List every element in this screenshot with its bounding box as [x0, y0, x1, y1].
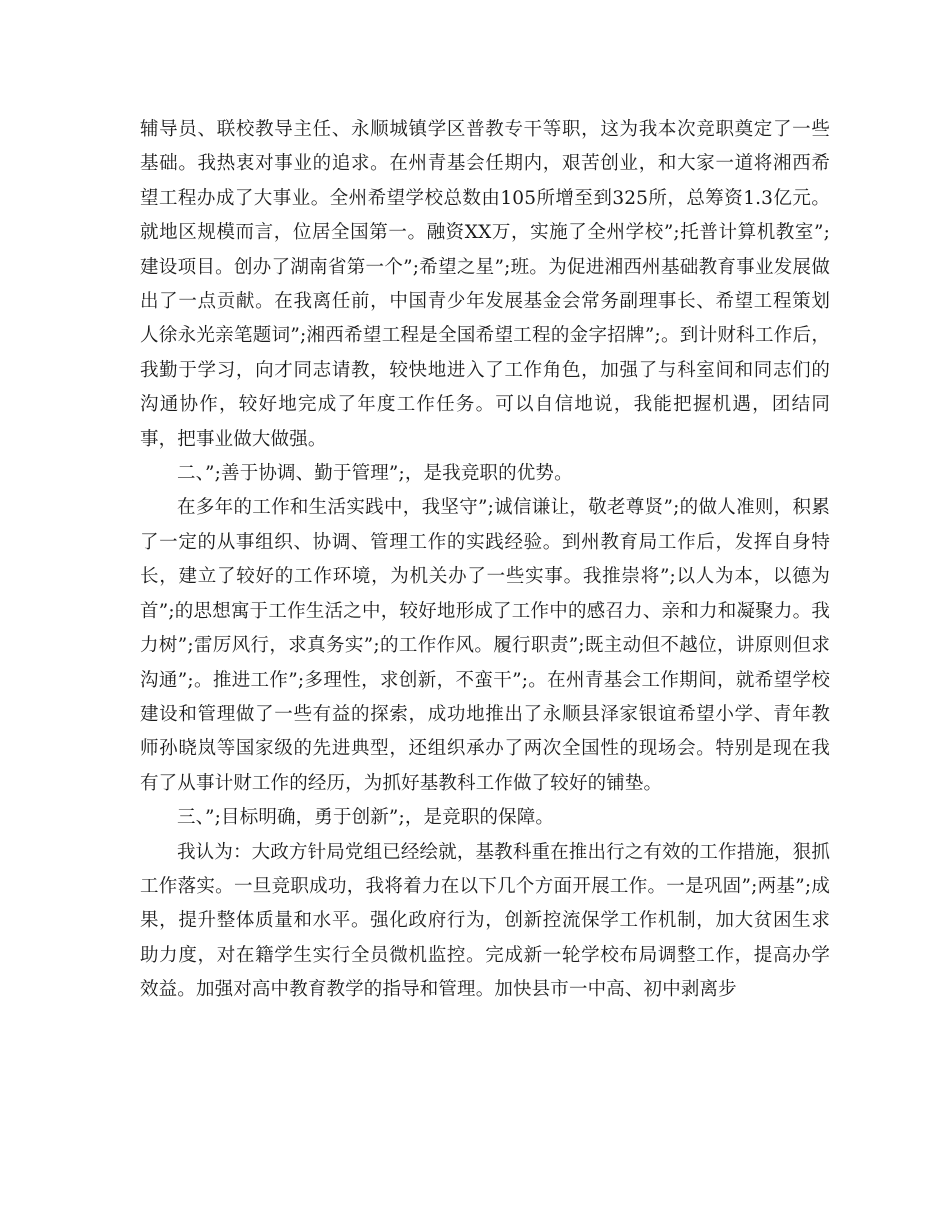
paragraph-section-3: 我认为：大政方针局党组已经绘就，基教科重在推出行之有效的工作措施，狠抓工作落实。一旦竞职成功，我将着力在以下几个方面开展工作。一是巩固”;两基”;成果，提升整体质量和水平。强化政府行为，创新控流保学工作机制，加大贫困生求助力度，对在籍学生实行全员微机监控。完成新一轮学校布局调整工作，提高办学效益。加强对高中教育教学的指导和管理。加快县市一中高、初中剥离步	[140, 841, 830, 1001]
section-heading-2: 二、”;善于协调、勤于管理”;，是我竞职的优势。	[177, 463, 573, 485]
paragraph-section-2: 在多年的工作和生活实践中，我坚守”;诚信谦让，敬老尊贤”;的做人准则，积累了一定的从事组织、协调、管理工作的实践经验。到州教育局工作后，发挥自身特长，建立了较好的工作环境，为机关办了一些实事。我推崇将”;以人为本，以德为首”;的思想寓于工作生活之中，较好地形成了工作中的感召力、亲和力和凝聚力。我力树”;雷厉风行，求真务实”;的工作作风。履行职责”;既主动但不越位，讲原则但求沟通”;。推进工作”;多理性，求创新，不蛮干”;。在州青基会工作期间，就希望学校建设和管理做了一些有益的探索，成功地推出了永顺县泽家银谊希望小学、青年教师孙晓岚等国家级的先进典型，还组织承办了两次全国性的现场会。特别是现在我有了从事计财工作的经历，为抓好基教科工作做了较好的铺垫。	[140, 497, 830, 794]
paragraph-intro-continued: 辅导员、联校教导主任、永顺城镇学区普教专干等职，这为我本次竞职奠定了一些基础。我热衷对事业的追求。在州青基会任期内，艰苦创业，和大家一道将湘西希望工程办成了大事业。全州希望学校总数由105所增至到325所，总筹资1.3亿元。就地区规模而言，位居全国第一。融资XX万，实施了全州学校”;托普计算机教室”;建设项目。创办了湖南省第一个”;希望之星”;班。为促进湘西州基础教育事业发展做出了一点贡献。在我离任前，中国青少年发展基金会常务副理事长、希望工程策划人徐永光亲笔题词”;湘西希望工程是全国希望工程的金字招牌”;。到计财科工作后，我勤于学习，向才同志请教，较快地进入了工作角色，加强了与科室间和同志们的沟通协作，较好地完成了年度工作任务。可以自信地说，我能把握机遇，团结同事，把事业做大做强。	[140, 119, 830, 450]
section-heading-3: 三、”;目标明确，勇于创新”;，是竞职的保障。	[177, 807, 555, 829]
document-body	[140, 113, 830, 1008]
